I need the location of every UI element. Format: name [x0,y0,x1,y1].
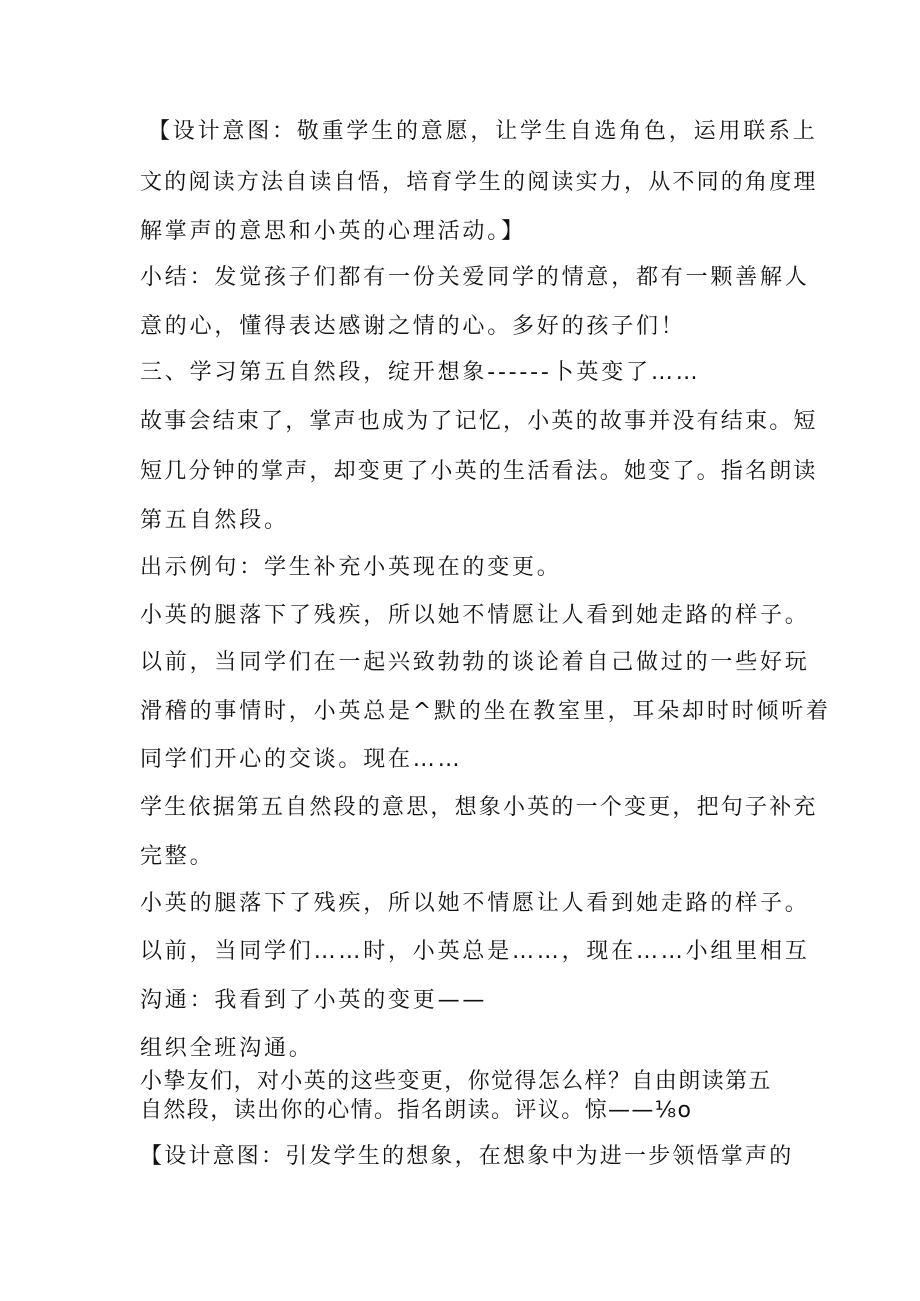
text-line: 滑稽的事情时，小英总是^默的坐在教室里，耳朵却时时倾听着 [140,699,831,724]
text-line: 短几分钟的掌声，却变更了小英的生活看法。她变了。指名朗读 [140,459,818,484]
text-line: 完整。 [140,844,215,869]
text-line: 同学们开心的交谈。现在…… [140,747,463,772]
text-line: 【设计意图：敬重学生的意愿，让学生自选角色，运用联系上 [148,119,818,144]
text-line: 小英的腿落下了残疾，所以她不情愿让人看到她走路的样子。 [140,603,810,628]
text-line: 文的阅读方法自读自悟，培育学生的阅读实力，从不同的角度理 [140,170,818,195]
text-line: 学生依据第五自然段的意思，想象小英的一个变更，把句子补充 [140,795,818,820]
text-line: 【设计意图：引发学生的想象，在想象中为进一步领悟掌声的 [140,1144,794,1169]
text-line: 自然段，读出你的心情。指名朗读。评议。惊——⅛o [140,1098,693,1123]
text-line: 第五自然段。 [140,508,289,533]
text-line: 小英的腿落下了残疾，所以她不情愿让人看到她走路的样子。 [140,891,810,916]
text-line: 沟通：我看到了小英的变更—— [140,988,488,1013]
text-line: 组织全班沟通。 [140,1036,314,1061]
text-line: 以前，当同学们……时，小英总是……，现在……小组里相互 [140,939,810,964]
section-heading: 三、学习第五自然段，绽开想象------卜英变了…… [140,360,701,385]
text-line: 出示例句：学生补充小英现在的变更。 [140,555,562,580]
text-line: 小挚友们，对小英的这些变更，你觉得怎么样？自由朗读第五 [140,1069,772,1094]
text-line: 故事会结束了，掌声也成为了记忆，小英的故事并没有结束。短 [140,409,818,434]
text-line: 解掌声的意思和小英的心理活动。】 [140,219,526,244]
text-line: 意的心，懂得表达感谢之情的心。多好的孩子们！ [140,314,686,339]
text-line: 以前，当同学们在一起兴致勃勃的谈论着自己做过的一些好玩 [140,650,810,675]
text-line: 小结：发觉孩子们都有一份关爱同学的情意，都有一颗善解人 [140,265,810,290]
